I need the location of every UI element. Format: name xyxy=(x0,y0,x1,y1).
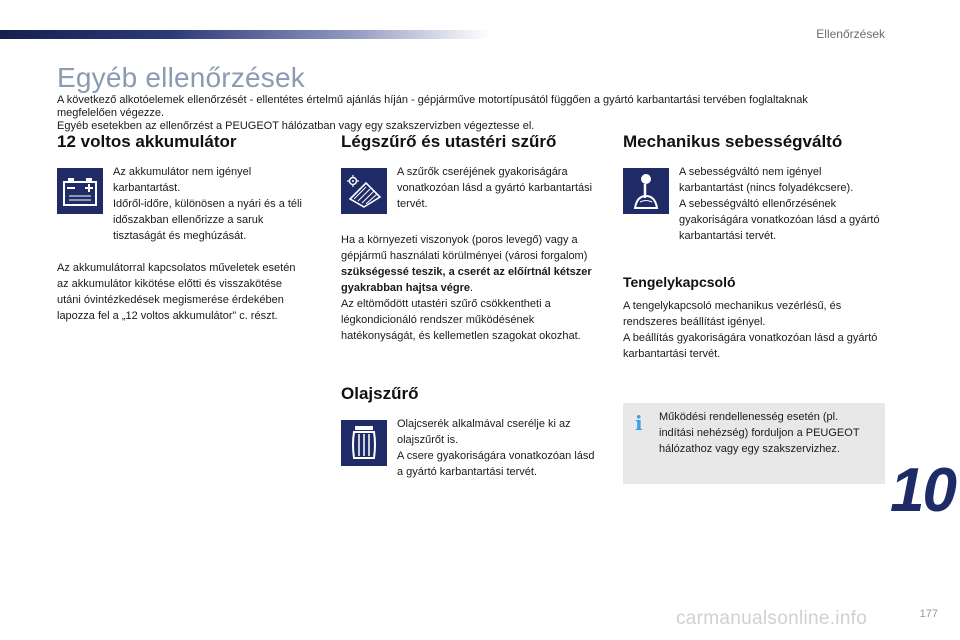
gearbox-text-1: A sebességváltó nem igényel karbantartást (nincs folyadékcsere). xyxy=(679,166,854,194)
intro-line-1: A következő alkotóelemek ellenőrzését - ellentétes értelmű ajánlás híján - gépjárműve motortípusától függően a gyártó karbantartási tervében foglaltaknak megfelelően végezze. xyxy=(57,94,808,119)
oil-filter-title: Olajszűrő xyxy=(341,384,419,403)
page-title: Egyéb ellenőrzések xyxy=(57,62,305,93)
gearbox-section xyxy=(623,132,885,360)
shift-lever-section xyxy=(623,274,885,362)
chapter-number: 10 xyxy=(890,456,955,525)
oil-filter-icon-row xyxy=(341,416,599,480)
header-gradient-bar xyxy=(0,30,490,39)
shift-lever-body-1: A tengelykapcsoló mechanikus vezérlésű, és rendszeres beállítást igényel. xyxy=(623,300,842,328)
gearbox-icon-text xyxy=(679,164,885,244)
battery-body: Az akkumulátorral kapcsolatos műveletek esetén az akkumulátor kikötése előtti és visszakötése utáni óvintézkedések megismerése érdekében lapozza fel a „12 voltos akkumulátor” c. részt. xyxy=(57,262,296,322)
info-box xyxy=(623,403,885,484)
air-filter-icon-text: A szűrők cseréjének gyakoriságára vonatkozóan lásd a gyártó karbantartási tervét. xyxy=(397,166,593,210)
air-filter-para-2: Az eltömődött utastéri szűrő csökkentheti a légkondicionáló rendszer működésének hatékonyságát, és kellemetlen szagokat okozhat. xyxy=(341,298,581,342)
intro-line-2: Egyéb esetekben az ellenőrzést a PEUGEOT hálózatban vagy egy szakszervizben végeztesse el. xyxy=(57,120,535,132)
page-number: 177 xyxy=(919,608,938,620)
shift-lever-body-2: A beállítás gyakoriságára vonatkozóan lásd a gyártó karbantartási tervét. xyxy=(623,332,878,360)
air-filter-title: Légszűrő és utastéri szűrő xyxy=(341,132,557,151)
watermark: carmanualsonline.info xyxy=(676,608,868,629)
air-filter-paragraph xyxy=(341,232,599,344)
air-filter-icon-row xyxy=(341,164,599,214)
air-filter-para-bold: szükségessé teszik, a cserét az előírtnál kétszer gyakrabban hajtsa végre xyxy=(341,266,592,294)
section-label: Ellenőrzések xyxy=(816,27,885,41)
battery-title: 12 voltos akkumulátor xyxy=(57,132,237,151)
oil-filter-text-1: Olajcserék alkalmával cserélje ki az olajszűrőt is. xyxy=(397,418,571,446)
air-filter-section xyxy=(341,132,599,478)
battery-section xyxy=(57,132,302,324)
intro-text xyxy=(57,94,857,133)
gearbox-icon xyxy=(623,168,669,214)
gearbox-title: Mechanikus sebességváltó xyxy=(623,132,843,151)
info-icon: i xyxy=(635,411,643,435)
oil-filter-icon xyxy=(341,420,387,466)
oil-filter-section xyxy=(341,384,599,480)
gearbox-icon-row xyxy=(623,164,885,244)
battery-text-1: Az akkumulátor nem igényel karbantartást. xyxy=(113,166,252,194)
air-filter-para-start: Ha a környezeti viszonyok (poros levegő) vagy a gépjármű használati körülményei (városi forgalom) xyxy=(341,234,588,262)
info-box-text: Működési rendellenesség esetén (pl. indítási nehézség) forduljon a PEUGEOT hálózathoz vagy egy szakszervizhez. xyxy=(659,411,860,455)
battery-icon-row xyxy=(57,164,302,244)
air-filter-icon xyxy=(341,168,387,214)
battery-icon xyxy=(57,168,103,214)
air-filter-para-end: . xyxy=(470,282,474,294)
oil-filter-text-2: A csere gyakoriságára vonatkozóan lásd a gyártó karbantartási tervét. xyxy=(397,450,595,478)
oil-filter-icon-text xyxy=(397,416,599,480)
shift-lever-title: Tengelykapcsoló xyxy=(623,274,736,290)
battery-icon-text xyxy=(113,164,302,244)
gearbox-text-2: A sebességváltó ellenőrzésének gyakoriságára vonatkozóan lásd a gyártó karbantartási tervét. xyxy=(679,198,880,242)
battery-text-2: Időről-időre, különösen a nyári és a téli időszakban ellenőrizze a saruk tisztaságát és meghúzását. xyxy=(113,198,302,242)
